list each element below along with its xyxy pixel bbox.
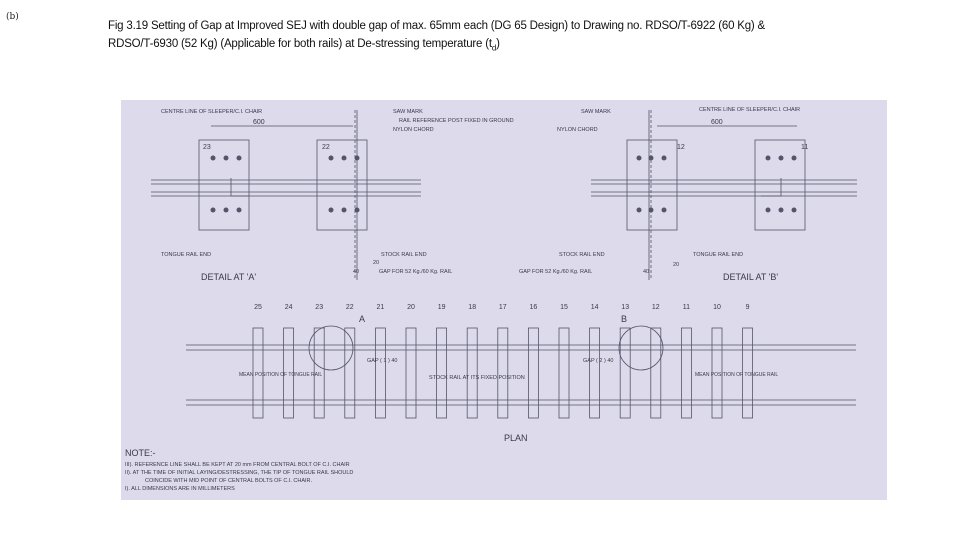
plan-sleeper [345, 328, 355, 418]
plan-sleeper-number: 12 [651, 304, 660, 311]
mark-a: A [359, 314, 366, 324]
dim-600-a: 600 [253, 119, 265, 126]
notes-heading: NOTE:- [125, 448, 156, 458]
sleeper-23-detail: 23 [203, 144, 211, 151]
plan-sleeper-number: 11 [682, 304, 691, 311]
plan-sleeper [406, 328, 416, 418]
detail-at-b: DETAIL AT 'B' [723, 272, 779, 282]
plan-sleeper [375, 328, 385, 418]
plan-sleeper [528, 328, 538, 418]
centre-line-label-a: CENTRE LINE OF SLEEPER/C.I. CHAIR [161, 109, 263, 115]
dim-40-a: 40 [353, 269, 360, 275]
tongue-rail-end-b: TONGUE RAIL END [693, 252, 744, 258]
note-3: III). REFERENCE LINE SHALL BE KEPT AT 20 mm FROM CENTRAL BOLT OF C.I. CHAIR [125, 462, 350, 468]
dim-600-b: 600 [711, 119, 723, 126]
plan-sleeper-number: 25 [254, 304, 262, 311]
stock-rail-end-a: STOCK RAIL END [381, 252, 427, 258]
plan-sleeper [559, 328, 569, 418]
plan-sleeper-number: 21 [376, 304, 385, 311]
plan-sleeper-number: 24 [284, 304, 293, 311]
plan-sleeper [681, 328, 691, 418]
gap-label-b: GAP FOR 52 Kg./60 Kg. RAIL [519, 269, 593, 275]
plan-sleeper-number: 16 [529, 304, 538, 311]
plan-sleeper [467, 328, 477, 418]
mean-position-right: MEAN POSITION OF TONGUE RAIL [695, 372, 779, 378]
note-2b: COINCIDE WITH MID POINT OF CENTRAL BOLTS OF C.I. CHAIR. [145, 478, 313, 484]
figure-caption [108, 17, 868, 57]
gap-label-a: GAP FOR 52 Kg./60 Kg. RAIL [379, 269, 453, 275]
caption-line-1: Fig 3.19 Setting of Gap at Improved SEJ with double gap of max. 65mm each (DG 65 Design) to Drawing no. RDSO/T-6922 (60 Kg) & [108, 20, 766, 32]
centre-line-label-b: CENTRE LINE OF SLEEPER/C.I. CHAIR [699, 107, 801, 113]
plan-sleeper [620, 328, 630, 418]
plan-sleeper-number: 23 [315, 304, 324, 311]
caption-line-2: RDSO/T-6930 (52 Kg) (Applicable for both rails) at De-stressing temperature $(t_d)$ [108, 38, 500, 53]
gap-2-label: GAP ( 2 ) 40 [583, 358, 614, 364]
plan-sleeper [498, 328, 508, 418]
plan-sleeper-number: 18 [468, 304, 477, 311]
sleeper-22-detail: 22 [322, 144, 330, 151]
stock-rail-end-b: STOCK RAIL END [559, 252, 605, 258]
sleeper-11-detail: 11 [801, 144, 809, 151]
dim-20-a: 20 [373, 260, 380, 266]
plan-title: PLAN [504, 433, 528, 443]
nylon-chord-b: NYLON CHORD [557, 127, 598, 133]
plan-sleeper [437, 328, 447, 418]
saw-mark-a: SAW MARK [393, 109, 423, 115]
plan-sleeper-number: 13 [621, 304, 630, 311]
plan-sleeper-number: 22 [345, 304, 354, 311]
figure-label: (b) [6, 12, 19, 22]
plan-sleeper-number: 20 [407, 304, 415, 311]
plan-sleeper [651, 328, 661, 418]
tongue-rail-end-a: TONGUE RAIL END [161, 252, 212, 258]
plan-sleeper [590, 328, 600, 418]
mean-position-left: MEAN POSITION OF TONGUE RAIL [239, 372, 323, 378]
gap-1-label: GAP ( 1 ) 40 [367, 358, 398, 364]
plan-sleeper-number: 17 [498, 304, 507, 311]
note-2a: II). AT THE TIME OF INITIAL LAYING/DESTRESSING, THE TIP OF TONGUE RAIL SHOULD [125, 470, 354, 476]
plan-sleeper-number: 9 [745, 304, 750, 311]
track-drawing [121, 100, 887, 500]
rail-ref-post: RAIL REFERENCE POST FIXED IN GROUND [399, 118, 514, 124]
sleeper-12-detail: 12 [677, 144, 685, 151]
stock-rail-fixed-label: STOCK RAIL AT ITS FIXED POSITION [429, 375, 525, 381]
detail-at-a: DETAIL AT 'A' [201, 272, 257, 282]
saw-mark-b: SAW MARK [581, 109, 611, 115]
plan-sleeper-number: 19 [437, 304, 446, 311]
mark-b: B [621, 314, 628, 324]
dim-40-b: 40 [643, 269, 650, 275]
note-1: I). ALL DIMENSIONS ARE IN MILLIMETERS [125, 486, 235, 492]
plan-sleeper-number: 10 [713, 304, 721, 311]
plan-sleeper-number: 14 [590, 304, 599, 311]
nylon-chord-a: NYLON CHORD [393, 127, 434, 133]
dim-20-b: 20 [673, 262, 680, 268]
plan-sleeper-number: 15 [560, 304, 568, 311]
